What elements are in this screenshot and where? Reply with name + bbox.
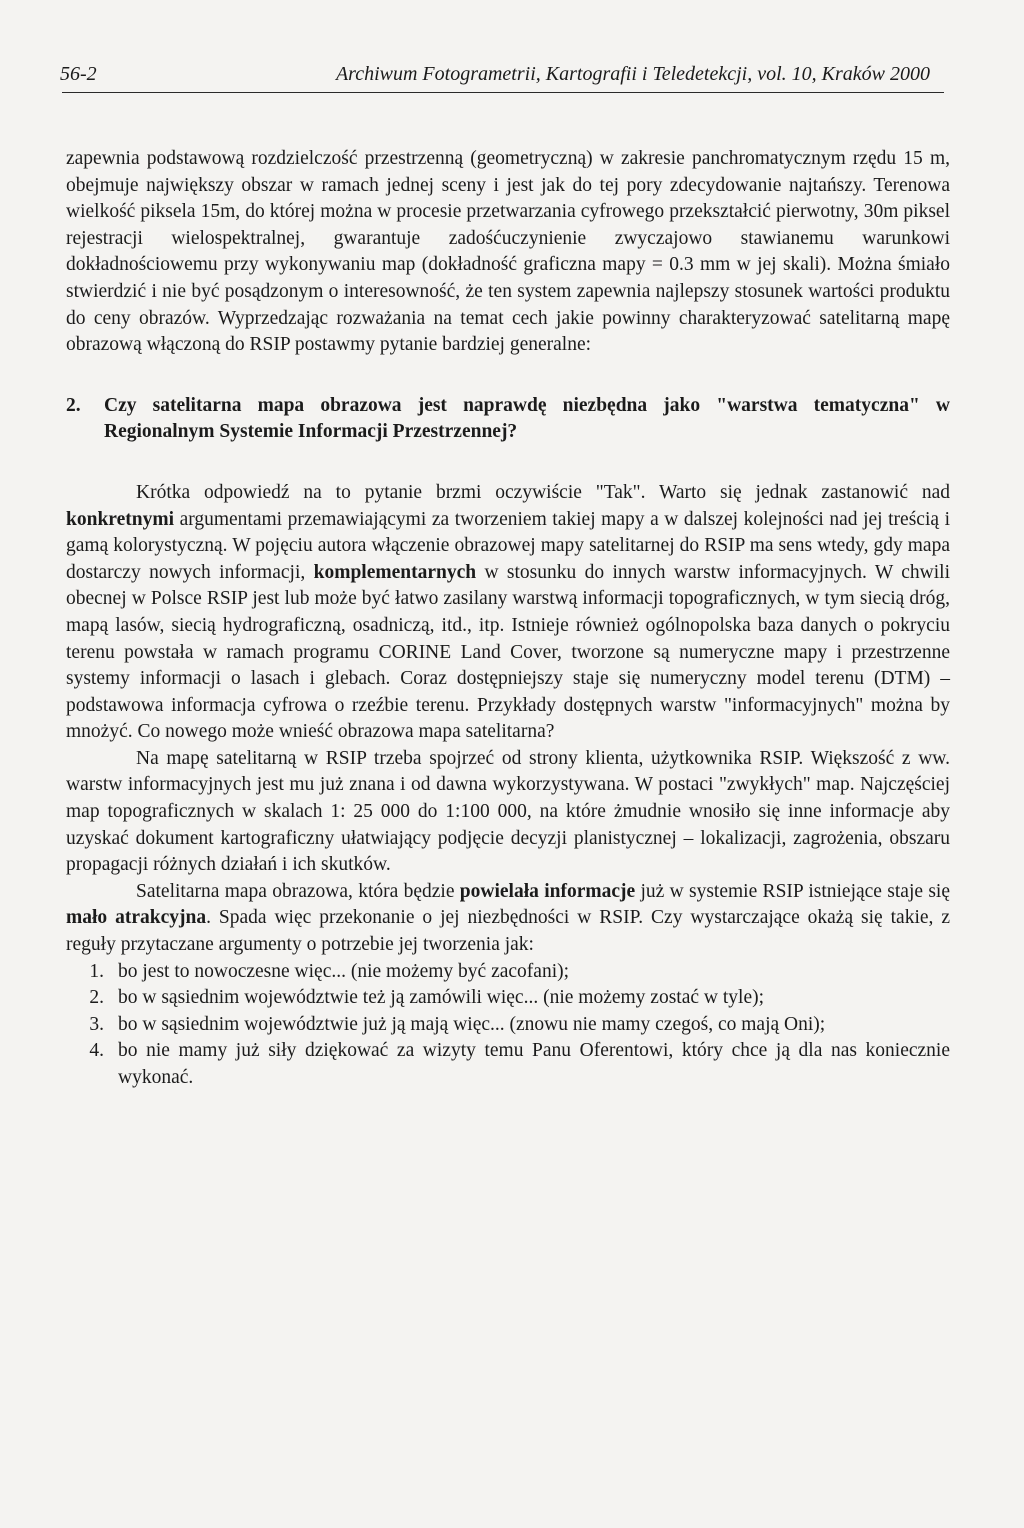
- list-item-text: bo w sąsiednim województwie też ją zamówili więc... (nie możemy zostać w tyle);: [118, 987, 765, 1009]
- list-item: [66, 1038, 950, 1091]
- paragraph-2: [66, 480, 950, 746]
- list-item: [66, 985, 950, 1012]
- body-text: [66, 146, 950, 1092]
- list-item-text: bo w sąsiednim województwie już ją mają więc... (znowu nie mamy czegoś, co mają Oni);: [118, 1013, 826, 1035]
- list-item-text: bo jest to nowoczesne więc... (nie możemy być zacofani);: [118, 960, 570, 982]
- page-number: 56-2: [60, 63, 97, 85]
- list-item-number: 1.: [89, 960, 104, 982]
- paragraph-3: Na mapę satelitarną w RSIP trzeba spojrzeć od strony klienta, użytkownika RSIP. Większość z ww. warstw informacyjnych jest mu już znana i od dawna wykorzystywana. W postaci "zwykłych" map. Najczęściej map topograficznych w skalach 1: 25 000 do 1:100 000, na które żmudnie wnosiło się inne informacje aby uzyskać dokument kartograficzny ułatwiający podjęcie decyzji planistycznej – lokalizacji, zagrożenia, obszaru propagacji różnych działań i ich skutków.: [66, 747, 950, 876]
- paragraph-2-bold-2: komplementarnych: [313, 561, 477, 583]
- list-item: [66, 1012, 950, 1039]
- header-rule: [62, 92, 944, 93]
- paragraph-4: [66, 879, 950, 959]
- reasons-list: [66, 959, 950, 1092]
- list-item-number: 2.: [89, 987, 104, 1009]
- paragraph-4-part-1: Satelitarna mapa obrazowa, która będzie: [136, 880, 460, 902]
- paragraph-4-part-3: . Spada więc przekonanie o jej niezbędności w RSIP. Czy wystarczające okażą się takie, z reguły przytaczane argumenty o potrzebie jej tworzenia jak:: [66, 907, 950, 956]
- list-item-text: bo nie mamy już siły dziękować za wizyty temu Panu Oferentowi, który chce ją dla nas koniecznie wykonać.: [118, 1040, 950, 1088]
- list-item-number: 4.: [89, 1040, 104, 1062]
- paragraph-1: zapewnia podstawową rozdzielczość przestrzenną (geometryczną) w zakresie panchromatycznym rzędu 15 m, obejmuje największy obszar w ramach jednej sceny i jest jak do tej pory zdecydowanie najtańszy. Terenowa wielkość piksela 15m, do której można w procesie przetwarzania cyfrowego przekształcić pierwotny, 30m piksel rejestracji wielospektralnej, gwarantuje zadośćuczynienie zwyczajowo stawianemu warunkowi dokładnościowemu przy wykonywaniu map (dokładność graficzna mapy = 0.3 mm w jej skali). Można śmiało stwierdzić i nie być posądzonym o interesowność, że ten system zapewnia najlepszy stosunek wartości produktu do ceny obrazów. Wyprzedzając rozważania na temat cech jakie powinny charakteryzować satelitarną mapę obrazową włączoną do RSIP postawmy pytanie bardziej generalne:: [66, 148, 950, 356]
- list-item-number: 3.: [89, 1013, 104, 1035]
- question-text: Czy satelitarna mapa obrazowa jest naprawdę niezbędna jako "warstwa tematyczna" w Regionalnym Systemie Informacji Przestrzennej?: [104, 394, 950, 443]
- paragraph-2-bold-1: konkretnymi: [66, 508, 174, 530]
- paragraph-2-part-2: argumentami przemawiającymi za tworzeniem takiej mapy a w dalszej kolejności nad jej treścią i gamą kolorystyczną. W pojęciu autora włączenie obrazowej mapy satelitarnej do RSIP ma sens wtedy, gdy mapa dostarczy nowych informacji,: [66, 508, 950, 583]
- paragraph-4-part-2: już w systemie RSIP istniejące staje się: [635, 880, 950, 902]
- list-item: [66, 959, 950, 986]
- paragraph-4-bold-2: mało atrakcyjna: [66, 907, 207, 929]
- paragraph-4-bold-1: powielała informacje: [459, 880, 636, 902]
- journal-citation: Archiwum Fotogrametrii, Kartografii i Teledetekcji, vol. 10, Kraków 2000: [335, 63, 930, 85]
- question-heading: [66, 393, 950, 446]
- paragraph-2-part-1: Krótka odpowiedź na to pytanie brzmi oczywiście "Tak". Warto się jednak zastanowić nad: [136, 481, 950, 503]
- question-number: 2.: [66, 394, 81, 416]
- paragraph-2-part-3: w stosunku do innych warstw informacyjnych. W chwili obecnej w Polsce RSIP jest lub może być łatwo zasilany warstwą informacji topograficznych, w tym siecią dróg, mapą lasów, siecią hydrograficzną, osadniczą, itd., itp. Istnieje również ogólnopolska baza danych o pokryciu terenu powstała w ramach programu CORINE Land Cover, tworzone są numeryczne mapy i przestrzenne systemy informacji o lasach i glebach. Coraz dostępniejszy staje się numeryczny model terenu (DTM) – podstawowa informacja cyfrowa o rzeźbie terenu. Przykłady dostępnych warstw "informacyjnych" można by mnożyć. Co nowego może wnieść obrazowa mapa satelitarna?: [66, 561, 951, 743]
